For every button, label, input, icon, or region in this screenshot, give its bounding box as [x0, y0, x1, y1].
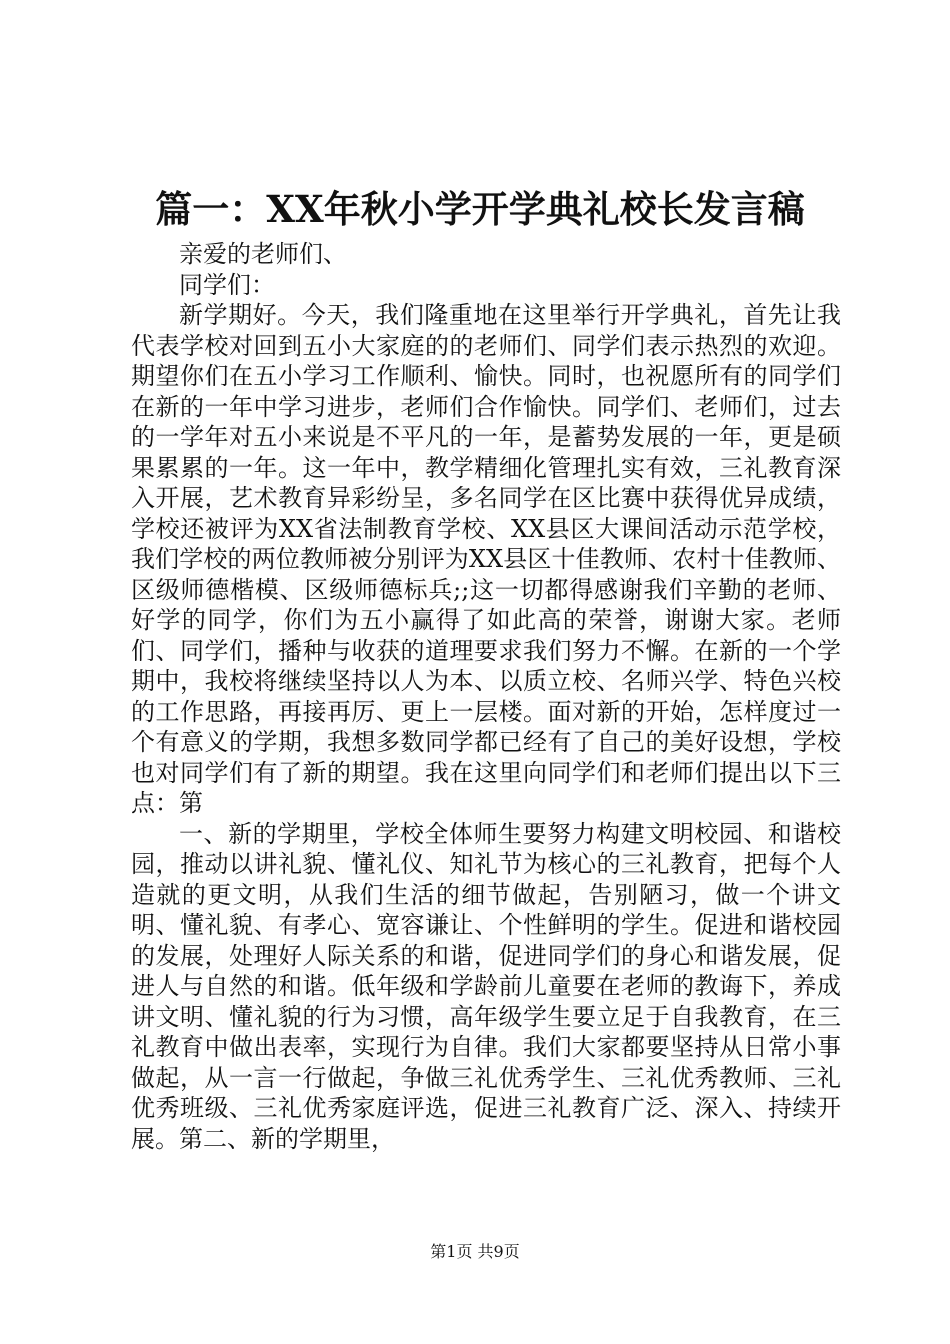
- page-number-footer: 第1页 共9页: [430, 1242, 520, 1261]
- salutation-line-2: 同学们：: [179, 270, 275, 299]
- body-paragraph: 新学期好。今天，我们隆重地在这里举行开学典礼，首先让我代表学校对回到五小大家庭的的老师们、同学们表示热烈的欢迎。期望你们在五小学习工作顺利、愉快。同时，也祝愿所有的同学们在新的一年中学习进步，老师们合作愉快。同学们、老师们，过去的一学年对五小来说是不平凡的一年，是蓄势发展的一年，更是硕果累累的一年。这一年中，教学精细化管理扎实有效，三礼教育深入开展，艺术教育异彩纷呈，多名同学在区比赛中获得优异成绩，学校还被评为XX省法制教育学校、XX县区大课间活动示范学校，我们学校的两位教师被分别评为XX县区十佳教师、农村十佳教师、区级师德楷模、区级师德标兵;;这一切都得感谢我们辛勤的老师、好学的同学，你们为五小赢得了如此高的荣誉，谢谢大家。老师们、同学们，播种与收获的道理要求我们努力不懈。在新的一个学期中，我校将继续坚持以人为本、以质立校、名师兴学、特色兴校的工作思路，再接再厉、更上一层楼。面对新的开始，怎样度过一个有意义的学期，我想多数同学都已经有了自己的美好设想，学校也对同学们有了新的期望。我在这里向同学们和老师们提出以下三点：第: [131, 301, 841, 817]
- document-title: 篇一：XX年秋小学开学典礼校长发言稿: [155, 187, 805, 231]
- document-body: [131, 239, 841, 1154]
- salutation-line-1: 亲爱的老师们、: [179, 240, 347, 268]
- body-paragraph: 一、新的学期里，学校全体师生要努力构建文明校园、和谐校园，推动以讲礼貌、懂礼仪、知礼节为核心的三礼教育，把每个人造就的更文明，从我们生活的细节做起，告别陋习，做一个讲文明、懂礼貌、有孝心、宽容谦让、个性鲜明的学生。促进和谐校园的发展，处理好人际关系的和谐，促进同学们的身心和谐发展，促进人与自然的和谐。低年级和学龄前儿童要在老师的教诲下，养成讲文明、懂礼貌的行为习惯，高年级学生要立足于自我教育，在三礼教育中做出表率，实现行为自律。我们大家都要坚持从日常小事做起，从一言一行做起，争做三礼优秀学生、三礼优秀教师、三礼优秀班级、三礼优秀家庭评选，促进三礼教育广泛、深入、持续开展。第二、新的学期里，: [131, 819, 841, 1153]
